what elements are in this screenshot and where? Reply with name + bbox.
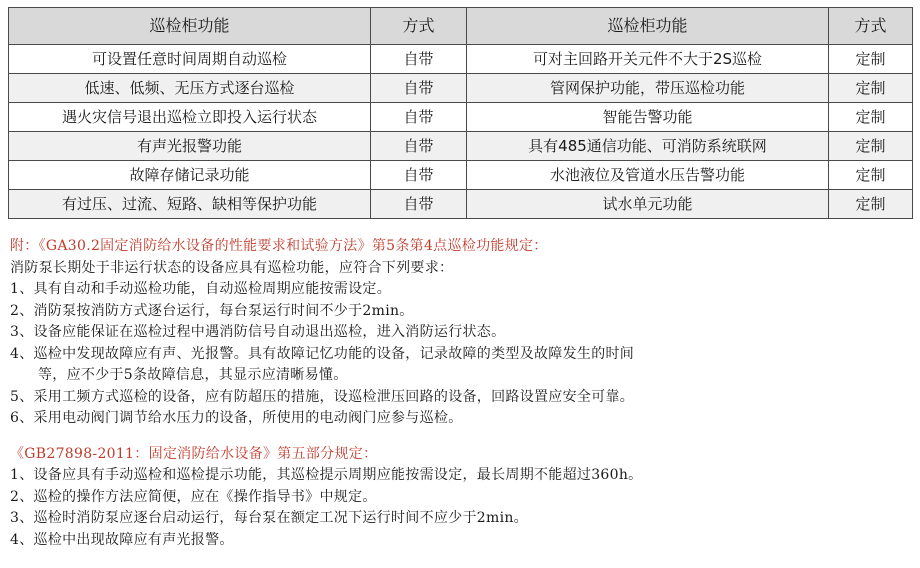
- note2-title: 《GB27898-2011：固定消防给水设备》第五部分规定：: [10, 445, 378, 462]
- table-row: [9, 161, 913, 190]
- table-cell: 定制: [829, 45, 913, 74]
- table-cell: 定制: [829, 132, 913, 161]
- note1-title: 附：《GA30.2固定消防给水设备的性能要求和试验方法》第5条第4点巡检功能规定：: [10, 238, 548, 254]
- table-cell: 低速、低频、无压方式逐台巡检: [9, 74, 371, 103]
- table-row: [9, 74, 913, 103]
- header-function-1: 巡检柜功能: [9, 8, 371, 45]
- table-cell: 自带: [371, 74, 467, 103]
- table-cell: 可设置任意时间周期自动巡检: [9, 45, 371, 74]
- table-cell: 自带: [371, 190, 467, 219]
- table-cell: 水池液位及管道水压告警功能: [467, 161, 829, 190]
- note2-item: 4、巡检中出现故障应有声光报警。: [10, 531, 234, 548]
- table-cell: 可对主回路开关元件不大于2S巡检: [467, 45, 829, 74]
- note1-intro: 消防泵长期处于非运行状态的设备应具有巡检功能，应符合下列要求：: [10, 259, 454, 276]
- table-cell: 管网保护功能，带压巡检功能: [467, 74, 829, 103]
- note2-item: 2、巡检的操作方法应简便，应在《操作指导书》中规定。: [10, 488, 377, 505]
- table-cell: 定制: [829, 74, 913, 103]
- note1-item: 3、设备应能保证在巡检过程中遇消防信号自动退出巡检，进入消防运行状态。: [10, 324, 506, 340]
- table-cell: 具有485通信功能、可消防系统联网: [467, 132, 829, 161]
- function-table: [8, 7, 913, 219]
- notes-section: [10, 236, 914, 551]
- header-function-2: 巡检柜功能: [467, 8, 829, 45]
- note2-item: 1、设备应具有手动巡检和巡检提示功能，其巡检提示周期应能按需设定，最长周期不能超过360h。: [10, 467, 643, 483]
- note2-item: 3、巡检时消防泵应逐台启动运行，每台泵在额定工况下运行时间不应少于2min。: [10, 510, 528, 526]
- header-mode-2: 方式: [829, 8, 913, 45]
- note1-item: 2、消防泵按消防方式逐台运行，每台泵运行时间不少于2min。: [10, 302, 414, 319]
- note1-item: 5、采用工频方式巡检的设备，应有防超压的措施，设巡检泄压回路的设备，回路设置应安全可靠。: [10, 388, 635, 405]
- note1-item: 1、具有自动和手动巡检功能，自动巡检周期应能按需设定。: [10, 281, 392, 297]
- note1-item: 4、巡检中发现故障应有声、光报警。具有故障记忆功能的设备，记录故障的类型及故障发生的时间: [10, 345, 635, 362]
- table-cell: 试水单元功能: [467, 190, 829, 219]
- table-cell: 有过压、过流、短路、缺相等保护功能: [9, 190, 371, 219]
- table-row: [9, 103, 913, 132]
- note1-item-continuation: 等，应不少于5条故障信息，其显示应清晰易懂。: [38, 367, 348, 383]
- table-cell: 定制: [829, 161, 913, 190]
- header-mode-1: 方式: [371, 8, 467, 45]
- table-cell: 有声光报警功能: [9, 132, 371, 161]
- table-cell: 自带: [371, 161, 467, 190]
- table-cell: 定制: [829, 103, 913, 132]
- table-header-row: [9, 8, 913, 45]
- table-cell: 定制: [829, 190, 913, 219]
- table-cell: 故障存储记录功能: [9, 161, 371, 190]
- note1-item: 6、采用电动阀门调节给水压力的设备，所使用的电动阀门应参与巡检。: [10, 410, 463, 426]
- table-cell: 自带: [371, 103, 467, 132]
- table-cell: 自带: [371, 45, 467, 74]
- table-cell: 遇火灾信号退出巡检立即投入运行状态: [9, 103, 371, 132]
- table-cell: 智能告警功能: [467, 103, 829, 132]
- table-cell: 自带: [371, 132, 467, 161]
- table-row: [9, 132, 913, 161]
- section-spacer: [10, 430, 914, 444]
- table-row: [9, 190, 913, 219]
- table-row: [9, 45, 913, 74]
